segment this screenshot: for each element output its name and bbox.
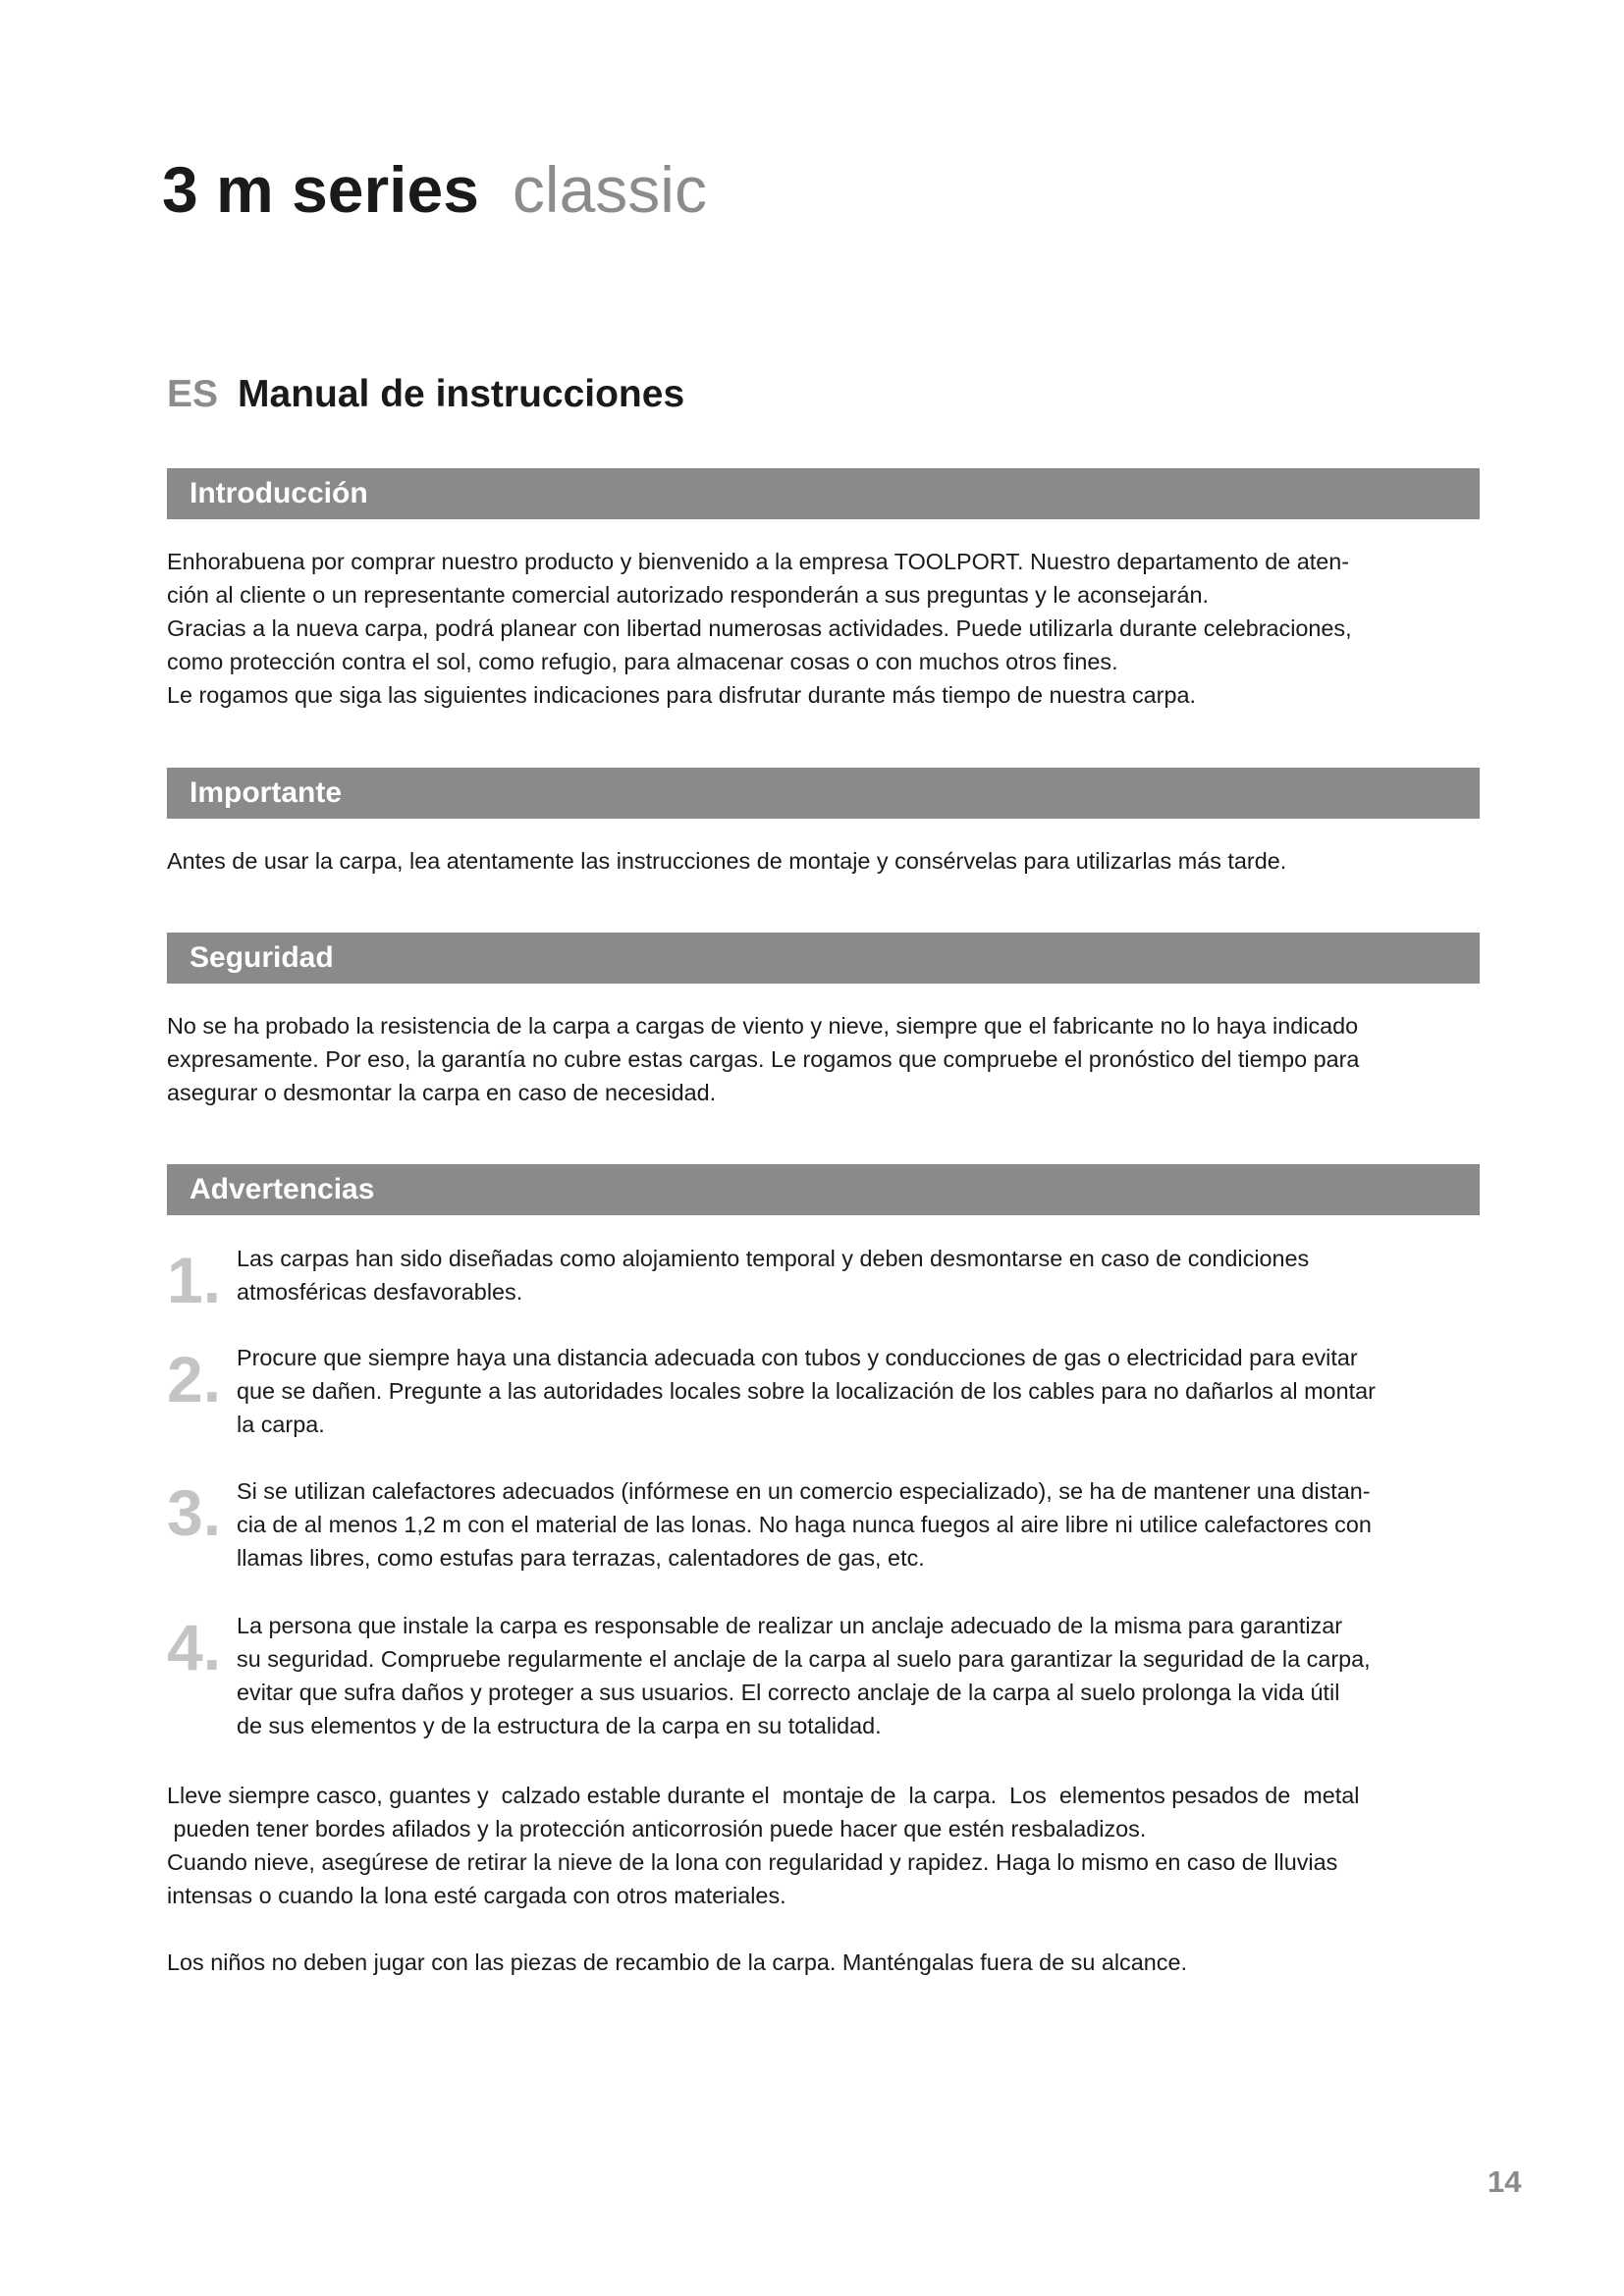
warning-line: atmosféricas desfavorables. bbox=[237, 1279, 523, 1305]
warning-item-3 bbox=[167, 1474, 1488, 1575]
warning-line: llamas libres, como estufas para terrazas, calentadores de gas, etc. bbox=[237, 1545, 925, 1571]
page-number: 14 bbox=[1488, 2164, 1522, 2199]
warning-number: 3. bbox=[167, 1476, 222, 1549]
intro-line: Enhorabuena por comprar nuestro producto y bienvenido a la empresa TOOLPORT. Nuestro departamento de aten- bbox=[167, 549, 1350, 574]
warning-text bbox=[237, 1609, 1488, 1742]
warning-line: cia de al menos 1,2 m con el material de las lonas. No haga nunca fuegos al aire libre ni utilice calefactores con bbox=[237, 1512, 1372, 1537]
warning-number: 4. bbox=[167, 1611, 222, 1683]
manual-heading bbox=[167, 375, 684, 413]
warnings-closing-paragraph bbox=[167, 1779, 1488, 1912]
warnings-final-paragraph bbox=[167, 1946, 1488, 1979]
warning-line: evitar que sufra daños y proteger a sus usuarios. El correcto anclaje de la carpa al suelo prolonga la vida útil bbox=[237, 1680, 1340, 1705]
important-paragraph bbox=[167, 844, 1488, 878]
warning-text bbox=[237, 1474, 1488, 1575]
page-title bbox=[162, 153, 707, 226]
closing-line: intensas o cuando la lona esté cargada con otros materiales. bbox=[167, 1883, 786, 1908]
intro-line: Gracias a la nueva carpa, podrá planear con libertad numerosas actividades. Puede utilizarla durante celebraciones, bbox=[167, 615, 1352, 641]
warning-item-4 bbox=[167, 1609, 1488, 1742]
safety-paragraph bbox=[167, 1009, 1488, 1109]
important-line: Antes de usar la carpa, lea atentamente las instrucciones de montaje y consérvelas para utilizarlas más tarde. bbox=[167, 848, 1287, 874]
closing-line: Cuando nieve, asegúrese de retirar la nieve de la lona con regularidad y rapidez. Haga lo mismo en caso de lluvias bbox=[167, 1849, 1338, 1875]
safety-line: asegurar o desmontar la carpa en caso de necesidad. bbox=[167, 1080, 717, 1105]
section-header-safety: Seguridad bbox=[167, 933, 1480, 984]
intro-paragraph bbox=[167, 545, 1488, 712]
section-header-intro: Introducción bbox=[167, 468, 1480, 519]
warning-text bbox=[237, 1242, 1488, 1308]
warning-line: La persona que instale la carpa es responsable de realizar un anclaje adecuado de la misma para garantizar bbox=[237, 1613, 1343, 1638]
safety-line: expresamente. Por eso, la garantía no cubre estas cargas. Le rogamos que compruebe el pronóstico del tiempo para bbox=[167, 1046, 1360, 1072]
closing-line: pueden tener bordes afilados y la protección anticorrosión puede hacer que estén resbaladizos. bbox=[167, 1816, 1147, 1842]
title-sub: classic bbox=[512, 153, 707, 226]
warning-line: de sus elementos y de la estructura de la carpa en su totalidad. bbox=[237, 1713, 882, 1738]
warning-line: Las carpas han sido diseñadas como alojamiento temporal y deben desmontarse en caso de condiciones bbox=[237, 1246, 1310, 1271]
section-header-important: Importante bbox=[167, 768, 1480, 819]
warning-number: 2. bbox=[167, 1343, 222, 1415]
warning-line: Procure que siempre haya una distancia adecuada con tubos y conducciones de gas o electricidad para evitar bbox=[237, 1345, 1358, 1370]
intro-line: ción al cliente o un representante comercial autorizado responderán a sus preguntas y le aconsejarán. bbox=[167, 582, 1210, 608]
intro-line: Le rogamos que siga las siguientes indicaciones para disfrutar durante más tiempo de nuestra carpa. bbox=[167, 682, 1196, 708]
warning-line: su seguridad. Compruebe regularmente el anclaje de la carpa al suelo para garantizar la seguridad de la carpa, bbox=[237, 1646, 1371, 1672]
manual-title: Manual de instrucciones bbox=[238, 373, 685, 415]
title-main: 3 m series bbox=[162, 153, 479, 226]
intro-line: como protección contra el sol, como refugio, para almacenar cosas o con muchos otros fines. bbox=[167, 649, 1118, 674]
warning-number: 1. bbox=[167, 1244, 222, 1316]
safety-line: No se ha probado la resistencia de la carpa a cargas de viento y nieve, siempre que el fabricante no lo haya indicado bbox=[167, 1013, 1359, 1039]
warning-item-2 bbox=[167, 1341, 1488, 1441]
warning-line: que se dañen. Pregunte a las autoridades locales sobre la localización de los cables para no dañarlos al montar bbox=[237, 1378, 1376, 1404]
warning-line: Si se utilizan calefactores adecuados (infórmese en un comercio especializado), se ha de mantener una distan- bbox=[237, 1478, 1371, 1504]
warning-item-1 bbox=[167, 1242, 1488, 1316]
language-code: ES bbox=[167, 373, 219, 415]
final-line: Los niños no deben jugar con las piezas de recambio de la carpa. Manténgalas fuera de su alcance. bbox=[167, 1949, 1187, 1975]
warning-line: la carpa. bbox=[237, 1412, 325, 1437]
section-header-warnings: Advertencias bbox=[167, 1164, 1480, 1215]
closing-line: Lleve siempre casco, guantes y calzado estable durante el montaje de la carpa. Los elementos pesados de metal bbox=[167, 1783, 1360, 1808]
warning-text bbox=[237, 1341, 1488, 1441]
